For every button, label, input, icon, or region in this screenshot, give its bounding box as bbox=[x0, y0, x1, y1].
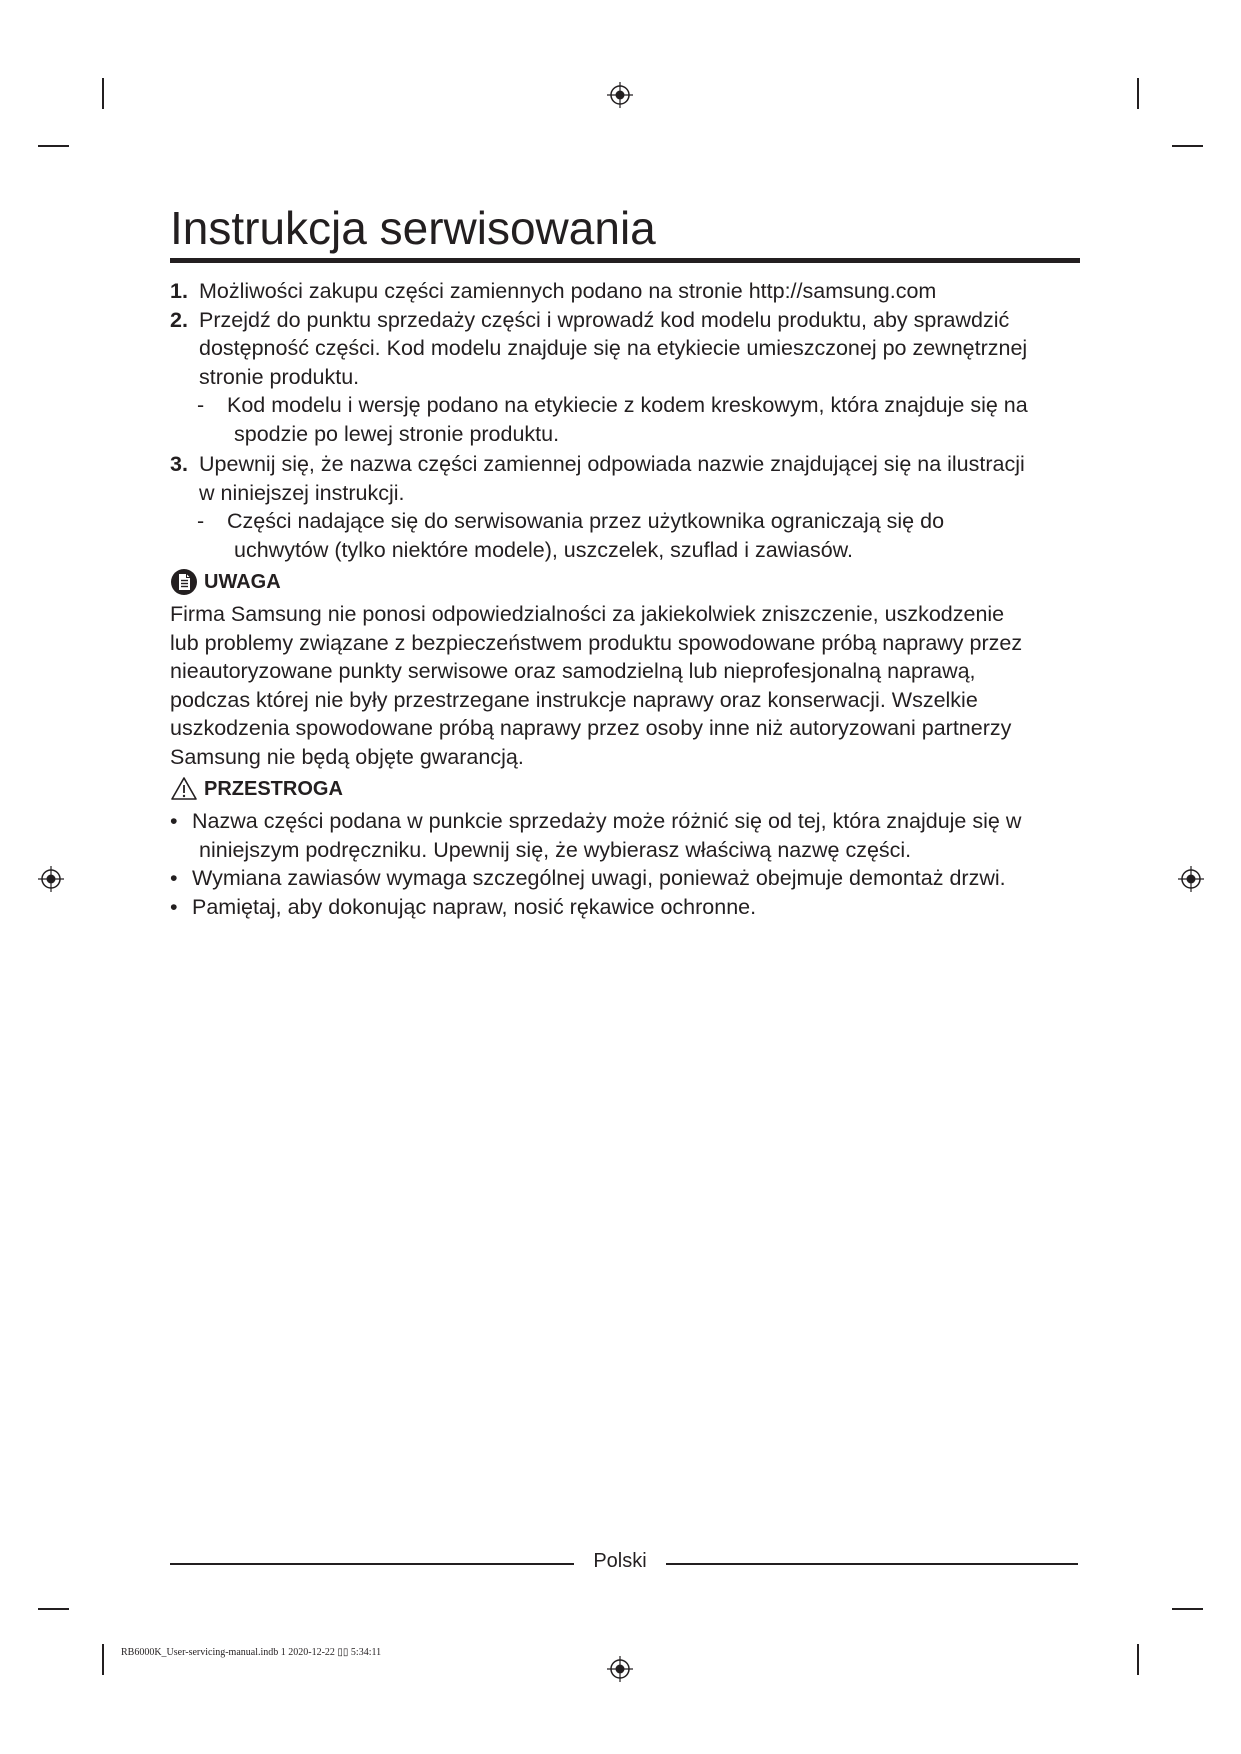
page-title: Instrukcja serwisowania bbox=[170, 202, 656, 254]
step-text-line: dostępność części. Kod modelu znajduje się na etykiecie umieszczonej po zewnętrznej bbox=[199, 336, 1028, 360]
caution-line: niniejszym podręczniku. Upewnij się, że wybierasz właściwą nazwę części. bbox=[199, 837, 912, 862]
step-text-line: w niniejszej instrukcji. bbox=[199, 480, 405, 505]
footer-rule-right bbox=[666, 1563, 1078, 1565]
note-paragraph bbox=[170, 600, 1082, 771]
print-slug: RB6000K_User-servicing-manual.indb 1 2020-12-22 ▯▯ 5:34:11 bbox=[121, 1647, 382, 1658]
registration-mark-icon bbox=[1178, 866, 1204, 892]
warning-triangle-icon bbox=[170, 775, 198, 803]
note-line: uszkodzenia spowodowane próbą naprawy przez osoby inne niż autoryzowani partnerzy bbox=[170, 716, 1012, 740]
caution-line: Pamiętaj, aby dokonując napraw, nosić rękawice ochronne. bbox=[192, 894, 757, 919]
caution-line: Wymiana zawiasów wymaga szczególnej uwagi, ponieważ obejmuje demontaż drzwi. bbox=[192, 866, 1006, 890]
sub-step-line: uchwytów (tylko niektóre modele), uszczelek, szuflad i zawiasów. bbox=[234, 537, 853, 562]
sub-step-line: Części nadające się do serwisowania przez użytkownika ograniczają się do bbox=[227, 509, 945, 533]
numbered-step bbox=[170, 450, 1082, 564]
caution-line: Nazwa części podana w punkcie sprzedaży może różnić się od tej, która znajduje się w bbox=[192, 809, 1022, 833]
crop-mark-bottom-right-vertical bbox=[1137, 1644, 1139, 1675]
crop-mark-top-left-horizontal bbox=[38, 145, 69, 147]
step-text-line: Upewnij się, że nazwa części zamiennej odpowiada nazwie znajdującej się na ilustracji bbox=[199, 452, 1025, 476]
step-text-line: stronie produktu. bbox=[199, 364, 360, 389]
note-line: podczas której nie były przestrzegane instrukcje naprawy oraz konserwacji. Wszelkie bbox=[170, 687, 978, 712]
step-number: 2. bbox=[170, 307, 188, 332]
numbered-step bbox=[170, 306, 1082, 449]
footer-language: Polski bbox=[593, 1550, 647, 1572]
document-body bbox=[170, 277, 1082, 921]
step-number: 3. bbox=[170, 452, 188, 476]
bullet-marker: • bbox=[170, 809, 178, 833]
note-heading bbox=[170, 566, 1082, 598]
note-line: Firma Samsung nie ponosi odpowiedzialności za jakiekolwiek zniszczenie, uszkodzenie bbox=[170, 602, 1005, 626]
crop-mark-bottom-left-vertical bbox=[102, 1644, 104, 1675]
bullet-marker: • bbox=[170, 866, 178, 890]
crop-mark-top-left-vertical bbox=[102, 78, 104, 109]
step-number: 1. bbox=[170, 279, 188, 303]
sub-step-line: Kod modelu i wersję podano na etykiecie z kodem kreskowym, która znajduje się na bbox=[227, 393, 1028, 417]
note-line: nieautoryzowane punkty serwisowe oraz samodzielną lub nieprofesjonalną naprawą, bbox=[170, 659, 976, 683]
note-icon bbox=[170, 568, 198, 596]
note-line: lub problemy związane z bezpieczeństwem produktu spowodowane próbą naprawy przez bbox=[170, 630, 1023, 655]
crop-mark-top-right-horizontal bbox=[1172, 145, 1203, 147]
note-heading-label: UWAGA bbox=[204, 570, 281, 593]
numbered-step bbox=[170, 277, 1082, 306]
caution-heading-label: PRZESTROGA bbox=[204, 777, 343, 800]
caution-bullet bbox=[170, 864, 1082, 893]
step-text-line: Przejdź do punktu sprzedaży części i wprowadź kod modelu produktu, aby sprawdzić bbox=[199, 307, 1010, 332]
dash-marker: - bbox=[197, 393, 205, 417]
footer-rule-left bbox=[170, 1563, 574, 1565]
caution-list bbox=[170, 807, 1082, 921]
note-line: Samsung nie będą objęte gwarancją. bbox=[170, 744, 524, 769]
caution-bullet bbox=[170, 893, 1082, 922]
sub-step bbox=[197, 391, 1082, 448]
crop-mark-bottom-left-horizontal bbox=[38, 1608, 69, 1610]
registration-mark-icon bbox=[38, 866, 64, 892]
crop-mark-bottom-right-horizontal bbox=[1172, 1608, 1203, 1610]
crop-mark-top-right-vertical bbox=[1137, 78, 1139, 109]
title-underline bbox=[170, 258, 1080, 263]
dash-marker: - bbox=[197, 509, 205, 533]
caution-heading bbox=[170, 773, 1082, 805]
registration-mark-icon bbox=[607, 1656, 633, 1682]
sub-step bbox=[197, 507, 1082, 564]
bullet-marker: • bbox=[170, 894, 178, 919]
caution-bullet bbox=[170, 807, 1082, 864]
sub-step-line: spodzie po lewej stronie produktu. bbox=[234, 421, 560, 446]
registration-mark-icon bbox=[607, 82, 633, 108]
step-text: Możliwości zakupu części zamiennych podano na stronie http://samsung.com bbox=[199, 279, 937, 303]
